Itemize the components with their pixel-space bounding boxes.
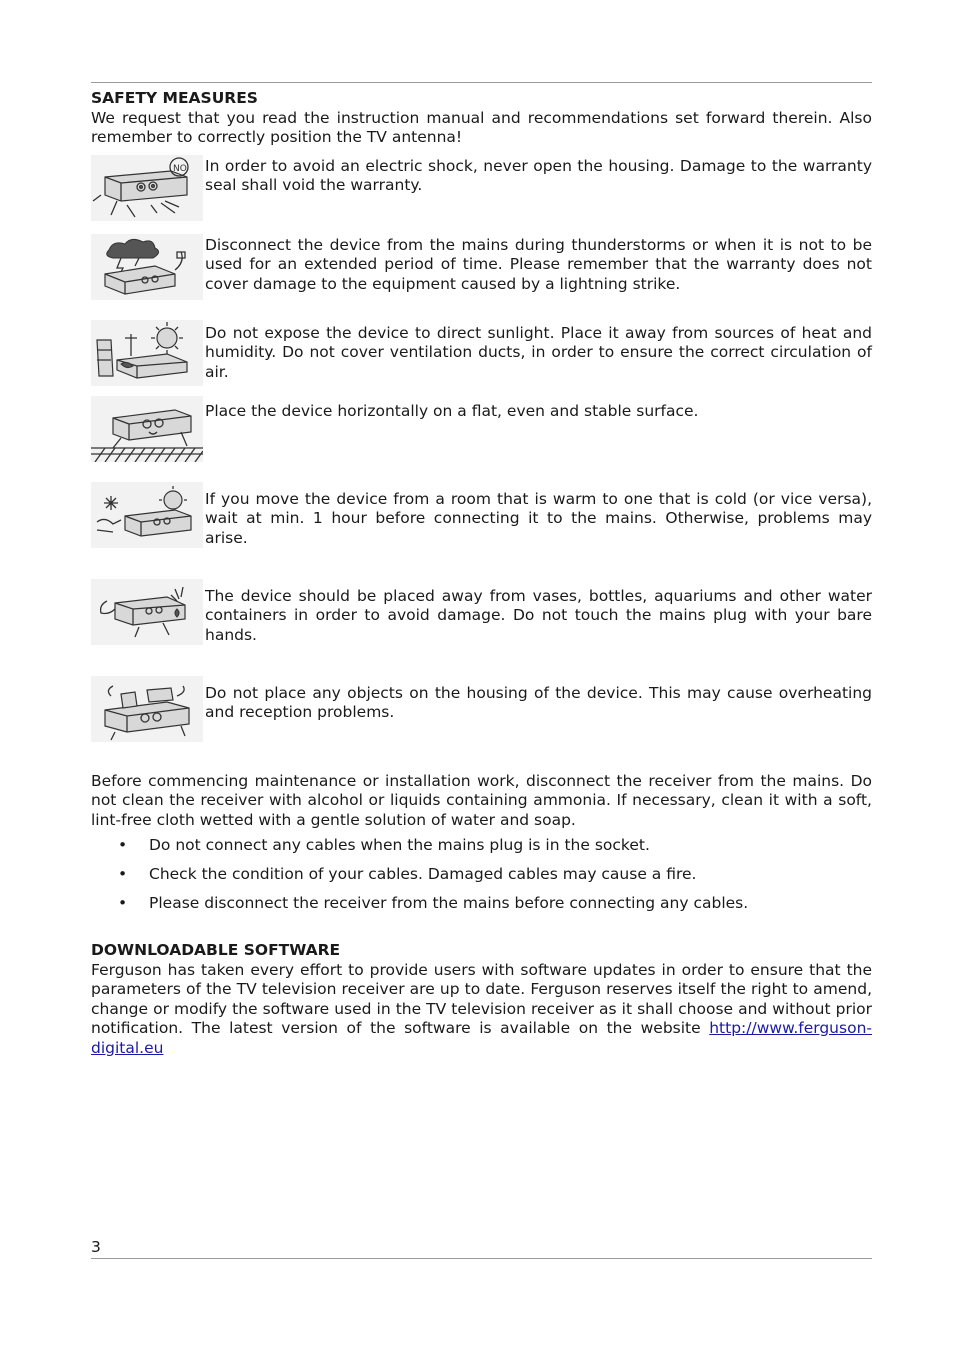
header-rule: [91, 82, 872, 83]
bullet-dot-icon: •: [118, 894, 128, 912]
bullet-text: Please disconnect the receiver from the mains before connecting any cables.: [149, 894, 749, 912]
bullet-dot-icon: •: [118, 836, 128, 854]
temperature-change-icon: [91, 482, 203, 548]
sunlight-heat-icon: [91, 320, 203, 386]
thunderstorm-icon: [91, 234, 203, 300]
safety-item-thunderstorm: [91, 236, 872, 324]
svg-text:NO: NO: [173, 163, 187, 174]
safety-item-objects: [91, 684, 872, 772]
list-item: [91, 836, 872, 865]
software-text: Ferguson has taken every effort to provide users with software updates in order to ensure that the parameters of the TV television receiver are up to date. Ferguson reserves itself the right to amend, change or modify the software used in the TV television receiver as it shall choose and without prior notification. The latest version of the software is available on the website: [91, 960, 872, 1037]
bullet-dot-icon: •: [118, 865, 128, 883]
safety-item-text: The device should be placed away from vases, bottles, aquariums and other water containers in order to avoid damage. Do not touch the mains plug with your bare hands.: [205, 586, 872, 644]
software-paragraph: [91, 961, 872, 1059]
safety-item-water: [91, 587, 872, 684]
safety-item-temperature: [91, 490, 872, 587]
page-number: 3: [91, 1238, 101, 1256]
website-link[interactable]: http://www.ferguson-digital.eu: [91, 1019, 872, 1057]
safety-bullet-list: [91, 836, 872, 923]
objects-on-housing-icon: [91, 676, 203, 742]
page-content: [91, 89, 872, 1058]
water-hazard-icon: [91, 579, 203, 645]
list-item: [91, 865, 872, 894]
safety-item-text: Do not expose the device to direct sunlight. Place it away from sources of heat and humidity. Do not cover ventilation ducts, in order to ensure the correct circulation of air.: [205, 323, 872, 381]
safety-item-text: Place the device horizontally on a flat, even and stable surface.: [205, 401, 699, 420]
flat-surface-icon: [91, 396, 203, 462]
safety-item-sunlight: [91, 324, 872, 402]
safety-heading: SAFETY MEASURES: [91, 89, 258, 107]
bullet-text: Check the condition of your cables. Damaged cables may cause a fire.: [149, 865, 697, 883]
software-heading: DOWNLOADABLE SOFTWARE: [91, 941, 341, 959]
safety-item-text: In order to avoid an electric shock, never open the housing. Damage to the warranty seal shall void the warranty.: [205, 156, 872, 194]
safety-intro: We request that you read the instruction manual and recommendations set forward therein. Also remember to correctly position the TV antenna!: [91, 108, 872, 146]
footer-rule: [91, 1258, 872, 1259]
safety-item-text: Do not place any objects on the housing of the device. This may cause overheating and reception problems.: [205, 683, 872, 721]
list-item: [91, 894, 872, 923]
open-housing-icon: [91, 155, 203, 221]
safety-item-text: If you move the device from a room that is warm to one that is cold (or vice versa), wait at min. 1 hour before connecting it to the mains. Otherwise, problems may arise.: [205, 489, 872, 547]
maintenance-paragraph: Before commencing maintenance or installation work, disconnect the receiver from the mains. Do not clean the receiver with alcohol or liquids containing ammonia. If necessary, clean it with a soft, lint-free cloth wetted with a gentle solution of water and soap.: [91, 771, 872, 829]
bullet-text: Do not connect any cables when the mains plug is in the socket.: [149, 836, 650, 854]
safety-item-open-housing: [91, 157, 872, 236]
safety-item-text: Disconnect the device from the mains during thunderstorms or when it is not to be used for an extended period of time. Please remember that the warranty does not cover damage to the equipment caused by a lightning strike.: [205, 235, 872, 293]
safety-item-flat-surface: [91, 402, 872, 490]
